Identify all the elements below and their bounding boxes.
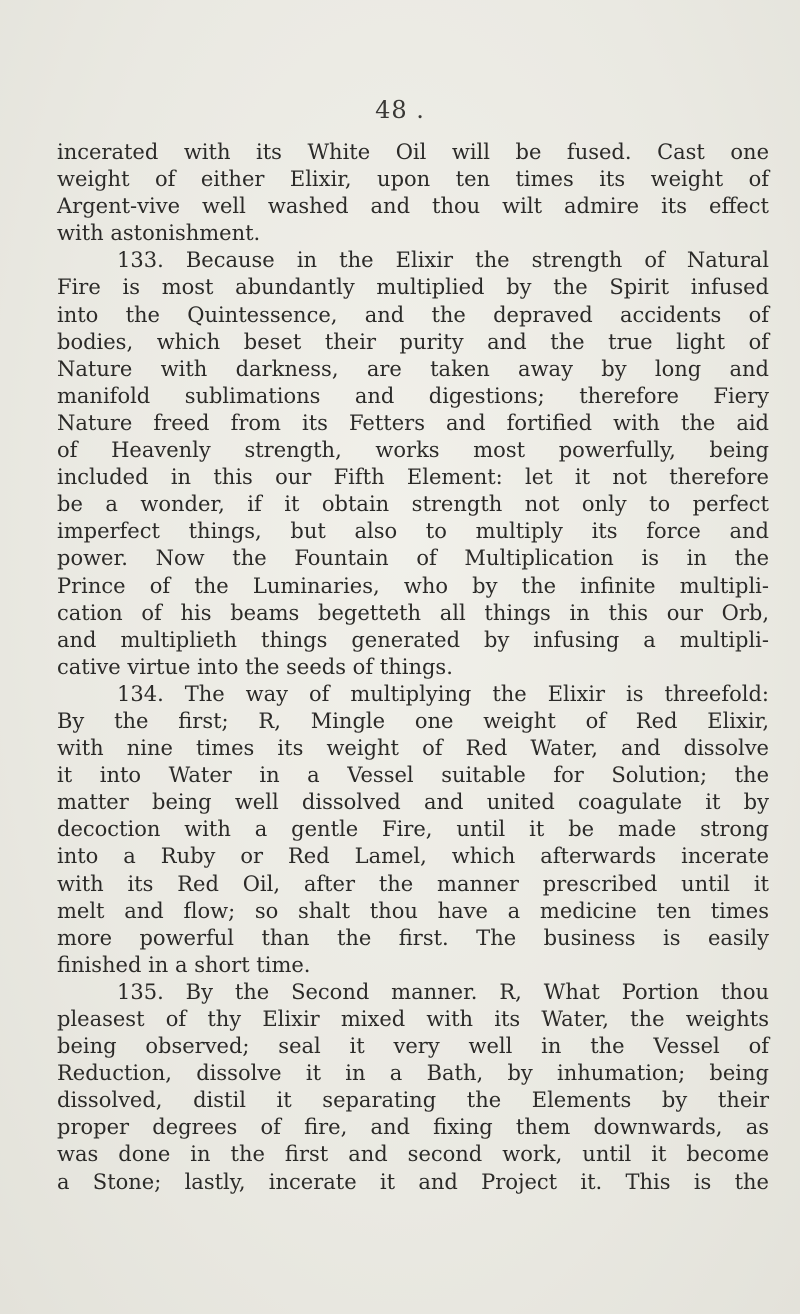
text-line: melt and flow; so shalt thou have a medicine ten times: [57, 898, 769, 923]
text-line: more powerful than the first. The business is easily: [57, 925, 769, 950]
text-line: cation of his beams begetteth all things in this our Orb,: [57, 600, 769, 625]
text-line: was done in the first and second work, until it become: [57, 1142, 769, 1167]
text-line: finished in a short time.: [57, 952, 311, 977]
text-line: matter being well dissolved and united coagulate it by: [57, 790, 769, 815]
text-line: included in this our Fifth Element: let it not therefore: [57, 465, 769, 490]
text-line: being observed; seal it very well in the Vessel of: [57, 1034, 769, 1059]
text-line: cative virtue into the seeds of things.: [57, 654, 453, 679]
text-line: Fire is most abundantly multiplied by the Spirit infused: [57, 275, 769, 300]
text-line: weight of either Elixir, upon ten times its weight of: [57, 167, 769, 192]
text-line: proper degrees of fire, and fixing them downwards, as: [57, 1115, 769, 1140]
text-line: a Stone; lastly, incerate it and Project it. This is the: [57, 1169, 769, 1194]
text-line: with nine times its weight of Red Water, and dissolve: [57, 736, 769, 761]
text-line: with its Red Oil, after the manner prescribed until it: [57, 871, 769, 896]
text-line: it into Water in a Vessel suitable for Solution; the: [57, 763, 769, 788]
text-line: Reduction, dissolve it in a Bath, by inhumation; being: [57, 1061, 769, 1086]
text-line: be a wonder, if it obtain strength not only to perfect: [57, 492, 769, 517]
text-line: and multiplieth things generated by infusing a multipli-: [57, 627, 769, 652]
text-line: 134. The way of multiplying the Elixir is threefold:: [117, 681, 769, 706]
text-line: power. Now the Fountain of Multiplication is in the: [57, 546, 769, 571]
text-line: 133. Because in the Elixir the strength of Natural: [117, 248, 769, 273]
text-line: incerated with its White Oil will be fused. Cast one: [57, 140, 769, 164]
text-line: Argent-vive well washed and thou wilt admire its effect: [57, 194, 769, 219]
text-line: into a Ruby or Red Lamel, which afterwards incerate: [57, 844, 769, 869]
text-line: Nature freed from its Fetters and fortified with the aid: [57, 410, 769, 435]
text-line: into the Quintessence, and the depraved accidents of: [57, 302, 769, 327]
body-text: [57, 139, 769, 1196]
text-line: By the first; R, Mingle one weight of Red Elixir,: [57, 708, 769, 733]
text-line: Nature with darkness, are taken away by long and: [57, 356, 769, 381]
text-line: dissolved, distil it separating the Elements by their: [57, 1088, 769, 1113]
text-line: bodies, which beset their purity and the true light of: [57, 329, 769, 354]
text-line: of Heavenly strength, works most powerfully, being: [57, 438, 769, 463]
text-line: Prince of the Luminaries, who by the infinite multipli-: [57, 573, 769, 598]
text-line: manifold sublimations and digestions; therefore Fiery: [57, 383, 769, 408]
text-line: with astonishment.: [57, 221, 261, 246]
page-number: 48 .: [375, 96, 425, 124]
text-line: decoction with a gentle Fire, until it be made strong: [57, 817, 769, 842]
text-line: pleasest of thy Elixir mixed with its Water, the weights: [57, 1007, 769, 1031]
text-line: imperfect things, but also to multiply its force and: [57, 519, 769, 544]
text-line: 135. By the Second manner. R, What Portion thou: [117, 979, 769, 1004]
